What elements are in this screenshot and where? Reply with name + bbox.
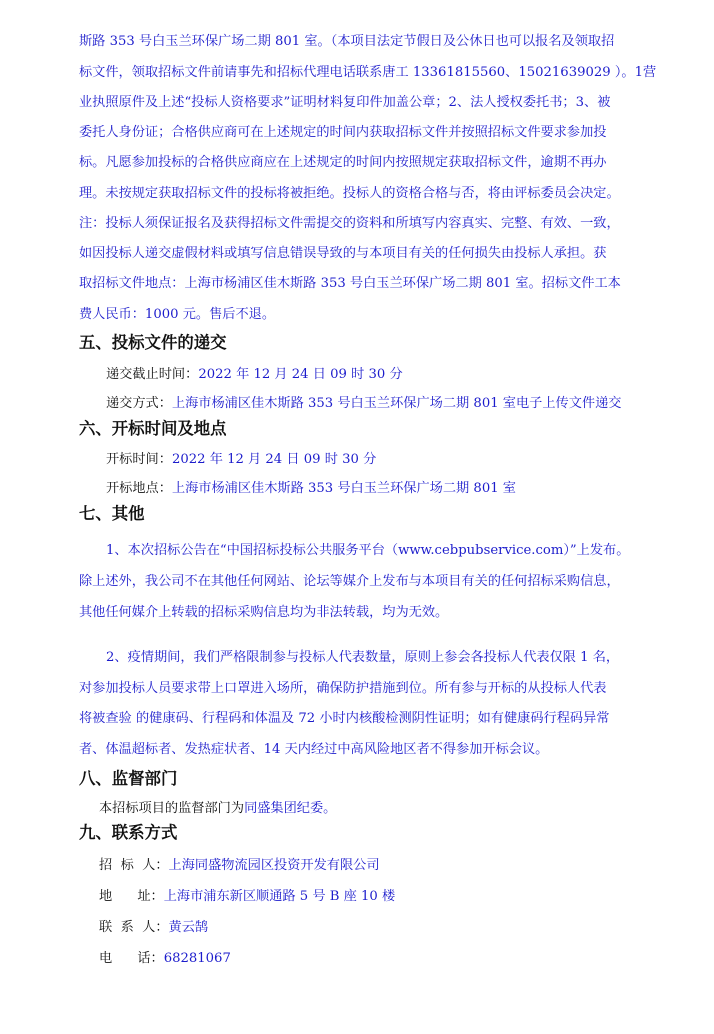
contact-value: 上海同盛物流园区投资开发有限公司 — [168, 858, 380, 873]
submission-method — [106, 395, 621, 413]
method-label: 递交方式： — [106, 396, 172, 411]
method-value: 上海市杨浦区佳木斯路 353 号白玉兰环保广场二期 801 室电子上传文件递交 — [171, 396, 622, 411]
contact-label: 地 址： — [99, 889, 164, 904]
contact-label: 联 系 人： — [99, 920, 169, 935]
paragraph-line: 如因投标人递交虚假材料或填写信息错误导致的与本项目有关的任何损失由投标人承担。获 — [79, 246, 607, 261]
deadline-label: 递交截止时间： — [106, 367, 199, 382]
contact-row-person — [99, 919, 208, 937]
contact-label: 电 话： — [99, 951, 164, 966]
paragraph-line: 标文件，领取招标文件前请事先和招标代理电话联系唐工 13361815560、15021639029 ）。1营 — [79, 65, 657, 80]
section-heading: 七、其他 — [79, 504, 145, 523]
paragraph-line: 将被查验 的健康码、行程码和体温及 72 小时内核酸检测阴性证明；如有健康码行程码异常 — [79, 711, 610, 726]
opening-place-value: 上海市杨浦区佳木斯路 353 号白玉兰环保广场二期 801 室 — [171, 481, 516, 496]
paragraph-line: 标。凡愿参加投标的合格供应商应在上述规定的时间内按照规定获取招标文件，逾期不再办 — [79, 155, 607, 170]
opening-place — [106, 480, 516, 498]
section-heading: 八、监督部门 — [79, 769, 178, 788]
paragraph-line: 委托人身份证；合格供应商可在上述规定的时间内获取招标文件并按照招标文件要求参加投 — [79, 125, 607, 140]
paragraph-line: 1、本次招标公告在“中国招标投标公共服务平台（www.cebpubservice.com）”上发布。 — [106, 543, 630, 558]
contact-value: 68281067 — [163, 951, 231, 966]
paragraph-line: 除上述外，我公司不在其他任何网站、论坛等媒介上发布与本项目有关的任何招标采购信息， — [79, 574, 620, 589]
paragraph-line: 业执照原件及上述“投标人资格要求”证明材料复印件加盖公章；2、法人授权委托书；3、被 — [79, 95, 611, 110]
paragraph-line: 其他任何媒介上转载的招标采购信息均为非法转载，均为无效。 — [79, 605, 449, 620]
supervision-department: 同盛集团纪委。 — [244, 801, 337, 816]
section-heading: 九、联系方式 — [79, 823, 178, 842]
paragraph-line: 取招标文件地点：上海市杨浦区佳木斯路 353 号白玉兰环保广场二期 801 室。招标文件工本 — [79, 276, 621, 291]
opening-time — [106, 451, 376, 469]
section-heading: 六、开标时间及地点 — [79, 419, 227, 438]
opening-time-value: 2022 年 12 月 24 日 09 时 30 分 — [171, 452, 377, 467]
contact-row-tenderer — [99, 857, 380, 875]
opening-place-label: 开标地点： — [106, 481, 172, 496]
paragraph-line: 斯路 353 号白玉兰环保广场二期 801 室。（本项目法定节假日及公休日也可以报名及领取招 — [79, 34, 615, 49]
opening-time-label: 开标时间： — [106, 452, 172, 467]
submission-deadline — [106, 366, 403, 384]
deadline-value: 2022 年 12 月 24 日 09 时 30 分 — [198, 367, 403, 382]
paragraph-line: 2、疫情期间，我们严格限制参与投标人代表数量，原则上参会各投标人代表仅限 1 名， — [106, 650, 620, 665]
paragraph-line: 对参加投标人员要求带上口罩进入场所，确保防护措施到位。所有参与开标的从投标人代表 — [79, 681, 607, 696]
paragraph-line: 理。未按规定获取招标文件的投标将被拒绝。投标人的资格合格与否，将由评标委员会决定。 — [79, 186, 620, 201]
paragraph-line: 者、体温超标者、发热症状者、14 天内经过中高风险地区者不得参加开标会议。 — [79, 742, 549, 757]
contact-value: 黄云鹄 — [168, 920, 209, 935]
paragraph-line: 费人民币：1000 元。售后不退。 — [79, 307, 276, 322]
supervision-text — [99, 800, 336, 818]
contact-value: 上海市浦东新区顺通路 5 号 B 座 10 楼 — [163, 889, 396, 904]
contact-label: 招 标 人： — [99, 858, 169, 873]
section-heading: 五、投标文件的递交 — [79, 333, 227, 352]
contact-row-address — [99, 888, 395, 906]
supervision-prefix: 本招标项目的监督部门为 — [99, 801, 245, 816]
contact-row-phone — [99, 950, 231, 968]
paragraph-line: 注：投标人须保证报名及获得招标文件需提交的资料和所填写内容真实、完整、有效、一致， — [79, 216, 620, 231]
